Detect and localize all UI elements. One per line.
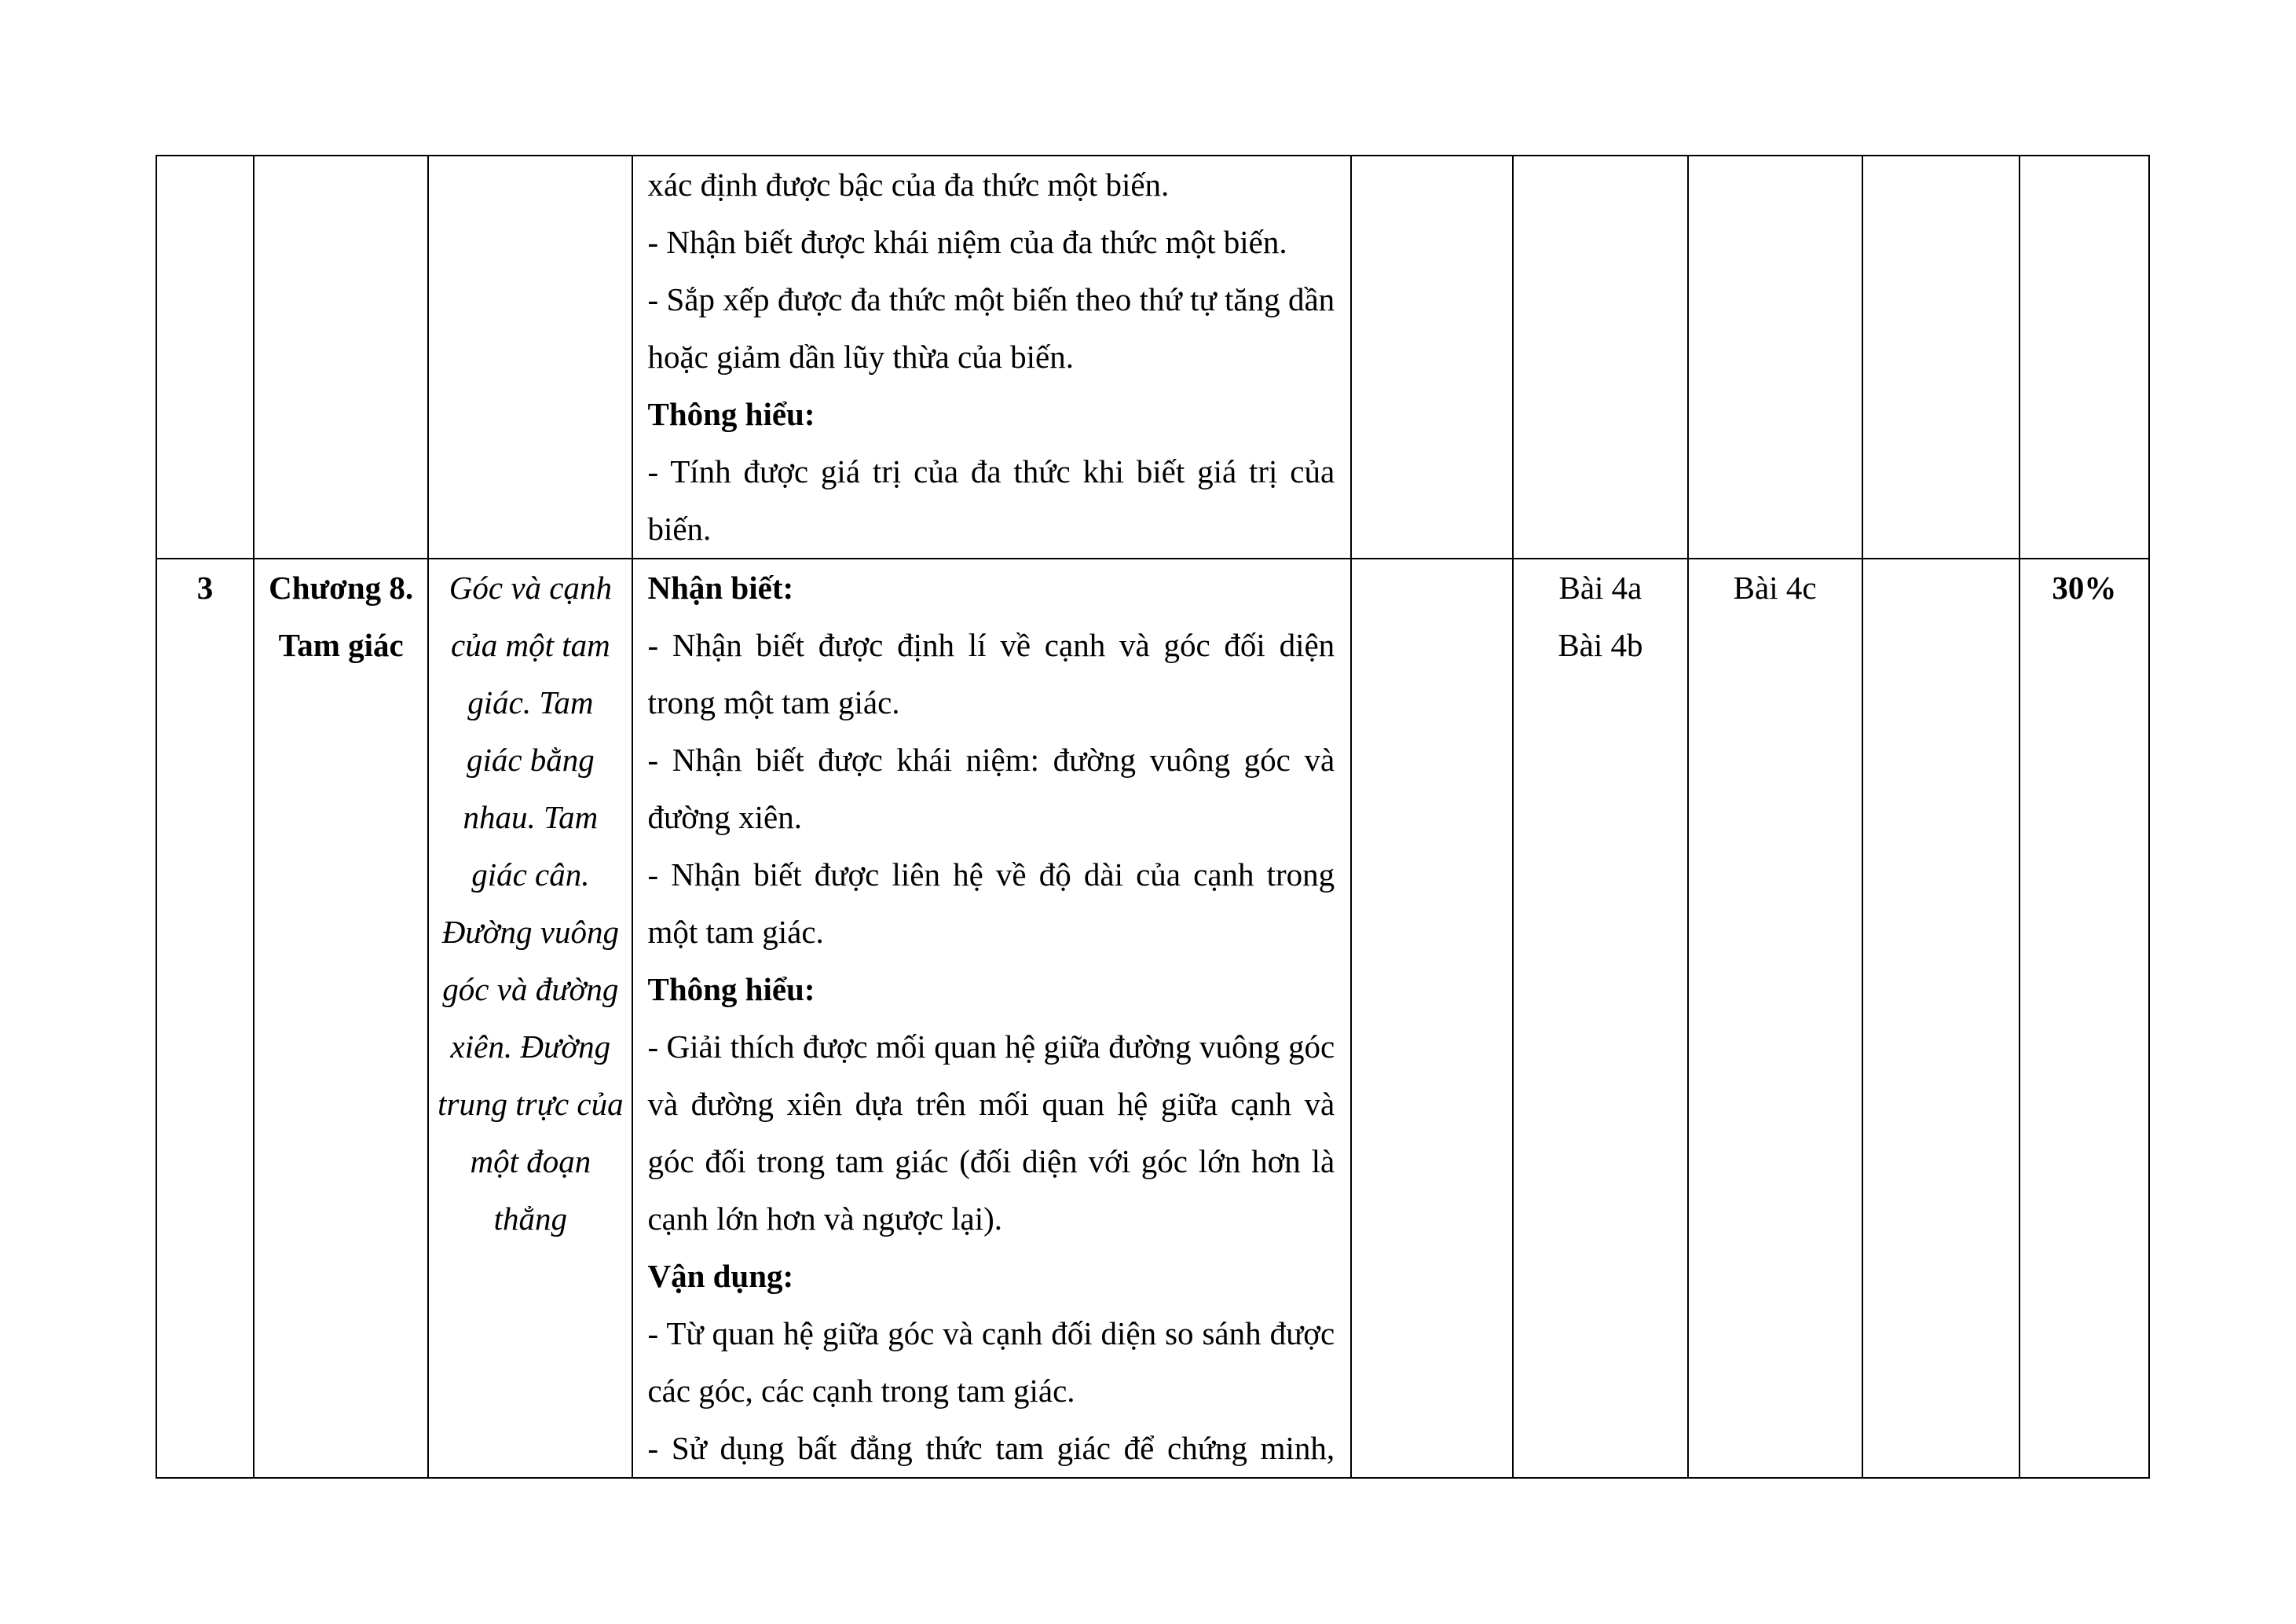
description-line: - Nhận biết được khái niệm: đường vuông góc và đường xiên. xyxy=(647,742,1335,835)
description-line: - Giải thích được mối quan hệ giữa đường vuông góc và đường xiên dựa trên mối quan hệ giữa cạnh và góc đối trong tam giác (đối diện với góc lớn hơn là cạnh lớn hơn và ngược lại). xyxy=(647,1028,1335,1237)
topic-cell: Góc và cạnh của một tam giác. Tam giác bằng nhau. Tam giác cân. Đường vuông góc và đường xiên. Đường trung trực của một đoạn thẳng xyxy=(428,559,632,1478)
stt-cell xyxy=(156,156,254,559)
percent-cell xyxy=(2020,156,2149,559)
level-cell xyxy=(1351,156,1513,559)
table-row xyxy=(156,156,2149,559)
level-cell xyxy=(1862,156,2020,559)
description-line: - Nhận biết được định lí về cạnh và góc đối diện trong một tam giác. xyxy=(647,627,1335,720)
chapter-cell: Chương 8. Tam giác xyxy=(254,559,428,1478)
table-row xyxy=(156,559,2149,1478)
exercise-label: Bài 4b xyxy=(1558,627,1643,663)
description-line: - Tính được giá trị của đa thức khi biết giá trị của biến. xyxy=(647,453,1335,547)
percent-cell: 30% xyxy=(2020,559,2149,1478)
level-heading: Thông hiểu: xyxy=(647,971,815,1007)
description-line: - Từ quan hệ giữa góc và cạnh đối diện so sánh được các góc, các cạnh trong tam giác. xyxy=(647,1315,1335,1409)
description-line: - Nhận biết được liên hệ về độ dài của cạnh trong một tam giác. xyxy=(647,856,1335,950)
description-line: - Nhận biết được khái niệm của đa thức một biến. xyxy=(647,224,1287,260)
topic-cell xyxy=(428,156,632,559)
chapter-cell xyxy=(254,156,428,559)
description-line: - Sử dụng bất đẳng thức tam giác để chứng minh, xyxy=(647,1430,1335,1466)
exercise-label: Bài 4a xyxy=(1558,570,1642,606)
description-line: - Sắp xếp được đa thức một biến theo thứ tự tăng dần hoặc giảm dần lũy thừa của biến. xyxy=(647,281,1335,375)
description-cell xyxy=(632,559,1351,1478)
level-heading: Nhận biết: xyxy=(647,570,794,606)
assessment-matrix-table xyxy=(156,155,2150,1479)
exercise-cell xyxy=(1513,559,1687,1478)
description-cell xyxy=(632,156,1351,559)
exercise-cell xyxy=(1688,559,1862,1478)
level-cell xyxy=(1513,156,1687,559)
stt-cell: 3 xyxy=(156,559,254,1478)
level-heading: Thông hiểu: xyxy=(647,396,815,432)
level-cell xyxy=(1862,559,2020,1478)
description-line: xác định được bậc của đa thức một biến. xyxy=(647,167,1170,203)
level-heading: Vận dụng: xyxy=(647,1258,794,1294)
level-cell xyxy=(1351,559,1513,1478)
exercise-label: Bài 4c xyxy=(1733,570,1817,606)
level-cell xyxy=(1688,156,1862,559)
